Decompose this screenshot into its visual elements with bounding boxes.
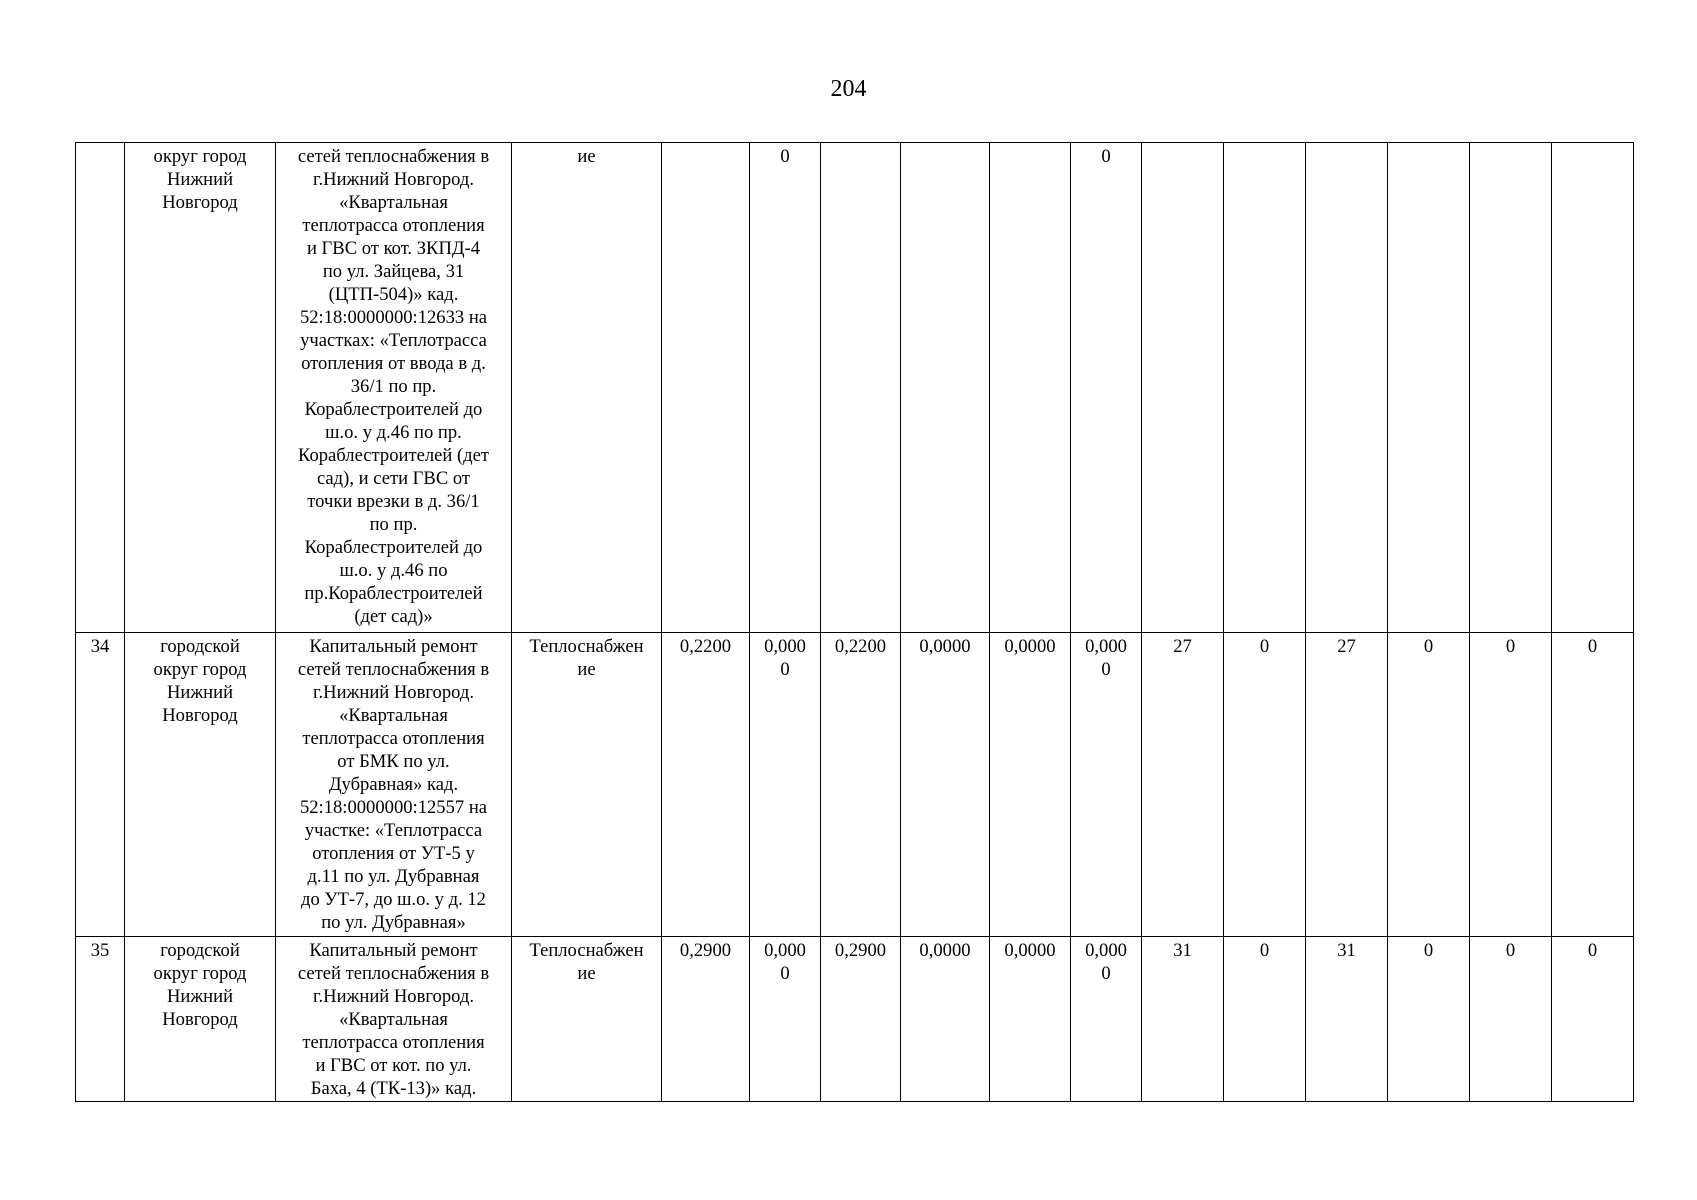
cell-value: 27: [1306, 633, 1388, 937]
cell-value: [1470, 143, 1552, 633]
cell-value: 0: [1470, 937, 1552, 1102]
cell-value: 0,2200: [821, 633, 901, 937]
cell-value: 0,000 0: [1071, 633, 1142, 937]
cell-value: 0: [750, 143, 821, 633]
cell-value: 0,0000: [901, 633, 990, 937]
cell-municipality: округ город Нижний Новгород: [125, 143, 276, 633]
cell-type: ие: [512, 143, 662, 633]
cell-value: 0: [1224, 633, 1306, 937]
cell-value: [901, 143, 990, 633]
cell-value: 0: [1224, 937, 1306, 1102]
cell-value: 0,0000: [901, 937, 990, 1102]
cell-value: [1306, 143, 1388, 633]
cell-value: 0,000 0: [1071, 937, 1142, 1102]
cell-object-name: сетей теплоснабжения в г.Нижний Новгород. «Квартальная теплотрасса отопления и ГВС от кот. ЗКПД-4 по ул. Зайцева, 31 (ЦТП-504)» кад. 52:18:0000000:12633 на участках: «Теплотрасса отопления от ввода в д. 36/1 по пр. Кораблестроителей до ш.о. у д.46 по пр. Кораблестроителей (дет сад), и сети ГВС от точки врезки в д. 36/1 по пр. Кораблестроителей до ш.о. у д.46 по пр.Кораблестроителей (дет сад)»: [276, 143, 512, 633]
table-row: [76, 633, 1634, 937]
cell-value: 0: [1552, 937, 1634, 1102]
table-row: [76, 143, 1634, 633]
cell-type: Теплоснабжен ие: [512, 633, 662, 937]
cell-number: 34: [76, 633, 125, 937]
cell-value: 31: [1142, 937, 1224, 1102]
page-number: 204: [830, 76, 867, 102]
cell-object-name: Капитальный ремонт сетей теплоснабжения в г.Нижний Новгород. «Квартальная теплотрасса отопления от БМК по ул. Дубравная» кад. 52:18:0000000:12557 на участке: «Теплотрасса отопления от УТ-5 у д.11 по ул. Дубравная до УТ-7, до ш.о. у д. 12 по ул. Дубравная»: [276, 633, 512, 937]
cell-type: Теплоснабжен ие: [512, 937, 662, 1102]
cell-value: [1224, 143, 1306, 633]
cell-value: [662, 143, 750, 633]
cell-value: 0,2200: [662, 633, 750, 937]
cell-value: 0: [1071, 143, 1142, 633]
cell-value: 0: [1552, 633, 1634, 937]
cell-value: 0,2900: [821, 937, 901, 1102]
table-row: [76, 937, 1634, 1102]
cell-municipality: городской округ город Нижний Новгород: [125, 937, 276, 1102]
cell-value: [1142, 143, 1224, 633]
cell-value: [990, 143, 1071, 633]
cell-value: [1552, 143, 1634, 633]
cell-value: [821, 143, 901, 633]
cell-value: 0: [1388, 937, 1470, 1102]
cell-value: 0,000 0: [750, 937, 821, 1102]
cell-number: [76, 143, 125, 633]
data-table: [75, 142, 1634, 1102]
cell-value: 0,000 0: [750, 633, 821, 937]
cell-number: 35: [76, 937, 125, 1102]
cell-value: [1388, 143, 1470, 633]
cell-value: 0: [1470, 633, 1552, 937]
cell-value: 0,2900: [662, 937, 750, 1102]
cell-value: 0,0000: [990, 633, 1071, 937]
cell-value: 31: [1306, 937, 1388, 1102]
cell-value: 0: [1388, 633, 1470, 937]
cell-value: 27: [1142, 633, 1224, 937]
cell-value: 0,0000: [990, 937, 1071, 1102]
cell-municipality: городской округ город Нижний Новгород: [125, 633, 276, 937]
cell-object-name: Капитальный ремонт сетей теплоснабжения в г.Нижний Новгород. «Квартальная теплотрасса отопления и ГВС от кот. по ул. Баха, 4 (ТК-13)» кад.: [276, 937, 512, 1102]
